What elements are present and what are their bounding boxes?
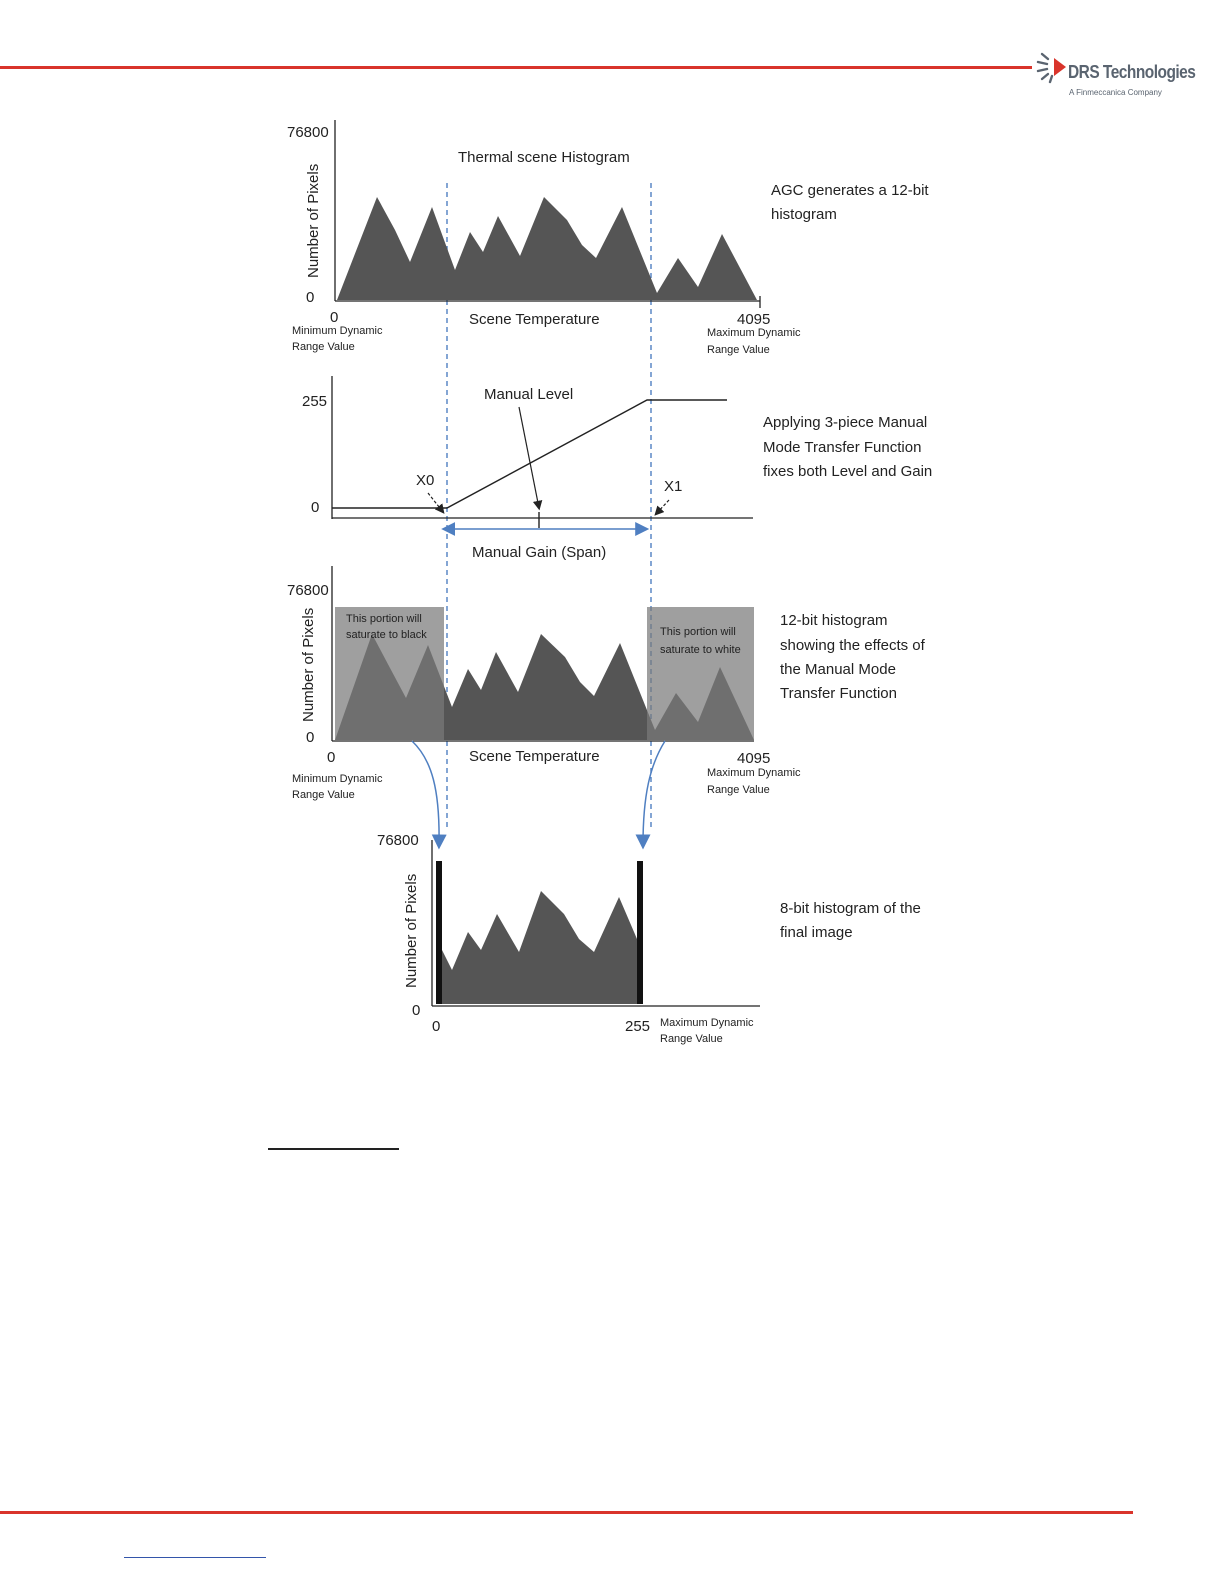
panel3-y-label: Number of Pixels (300, 607, 317, 722)
panel4-y-label: Number of Pixels (403, 873, 420, 988)
panel2-y-min: 0 (311, 499, 320, 516)
signature-rule (268, 1148, 399, 1150)
panel1-histogram (287, 120, 929, 356)
panel4-caption-1: 8-bit histogram of the (780, 900, 921, 917)
panel3-y-max: 76800 (287, 582, 329, 599)
panel1-y-min: 0 (306, 289, 315, 306)
panel4-histogram-area (437, 891, 640, 1004)
panel3-min-note-2: Range Value (292, 789, 355, 801)
panel2-x1-label: X1 (664, 478, 683, 495)
panel4-x-min: 0 (432, 1018, 441, 1035)
panel4-x-max: 255 (625, 1018, 651, 1035)
panel1-y-max: 76800 (287, 124, 329, 141)
white-note-2: saturate to white (660, 644, 741, 656)
panel3-caption-2: showing the effects of (780, 637, 925, 654)
panel3-min-note-1: Minimum Dynamic (292, 773, 383, 785)
panel1-histogram-area (337, 197, 757, 300)
panel3-max-note-1: Maximum Dynamic (707, 767, 801, 779)
footer-link-underline (124, 1557, 266, 1558)
footer-rule (0, 1511, 1133, 1514)
panel1-max-note-1: Maximum Dynamic (707, 327, 801, 339)
panel4-max-note-1: Maximum Dynamic (660, 1017, 754, 1029)
panel1-min-note-1: Minimum Dynamic (292, 325, 383, 337)
panel3-x-max: 4095 (737, 750, 771, 767)
panel1-caption-1: AGC generates a 12-bit (771, 182, 929, 199)
panel2-x1-arrow (656, 500, 669, 514)
panel3-x-min: 0 (327, 749, 336, 766)
panel3-histogram (287, 566, 926, 801)
panel1-x-label: Scene Temperature (469, 311, 600, 328)
panel4-white-spike (637, 861, 643, 1004)
map-black-arrow (412, 741, 439, 845)
panel2-caption-3: fixes both Level and Gain (763, 463, 933, 480)
white-note-1: This portion will (660, 626, 736, 638)
panel3-max-note-2: Range Value (707, 784, 770, 796)
panel1-min-note-2: Range Value (292, 341, 355, 353)
panel3-y-min: 0 (306, 729, 315, 746)
panel2-x0-arrow (428, 493, 443, 512)
panel3-caption-1: 12-bit histogram (780, 612, 888, 629)
panel1-caption-2: histogram (771, 206, 837, 223)
panel1-max-note-2: Range Value (707, 344, 770, 356)
panel4-histogram (377, 832, 921, 1045)
panel2-level-label: Manual Level (484, 386, 574, 403)
panel2-caption-2: Mode Transfer Function (763, 439, 922, 456)
panel2-y-max: 255 (302, 393, 328, 410)
panel2-x0-label: X0 (416, 472, 435, 489)
brand-tagline: A Finmeccanica Company (1069, 88, 1162, 97)
panel1-y-label: Number of Pixels (305, 163, 322, 278)
panel2-gain-label: Manual Gain (Span) (472, 544, 607, 561)
panel3-x-label: Scene Temperature (469, 748, 600, 765)
panel2-caption-1: Applying 3-piece Manual (763, 414, 928, 431)
panel4-y-min: 0 (412, 1002, 421, 1019)
panel1-title: Thermal scene Histogram (458, 149, 630, 166)
panel4-max-note-2: Range Value (660, 1033, 723, 1045)
panel2-transfer-function (302, 376, 932, 561)
panel4-caption-2: final image (780, 924, 853, 941)
panel2-level-arrow (519, 407, 539, 508)
black-note-2: saturate to black (346, 629, 427, 641)
panel1-x-max: 4095 (737, 311, 771, 328)
map-white-arrow (643, 741, 665, 845)
brand-name: DRS Technologies (1068, 62, 1196, 82)
panel4-y-max: 76800 (377, 832, 419, 849)
saturate-black-band (335, 607, 444, 740)
black-note-1: This portion will (346, 613, 422, 625)
panel3-caption-4: Transfer Function (780, 685, 897, 702)
panel4-black-spike (436, 861, 442, 1004)
panel3-caption-3: the Manual Mode (780, 661, 896, 678)
panel1-x-min: 0 (330, 309, 339, 326)
